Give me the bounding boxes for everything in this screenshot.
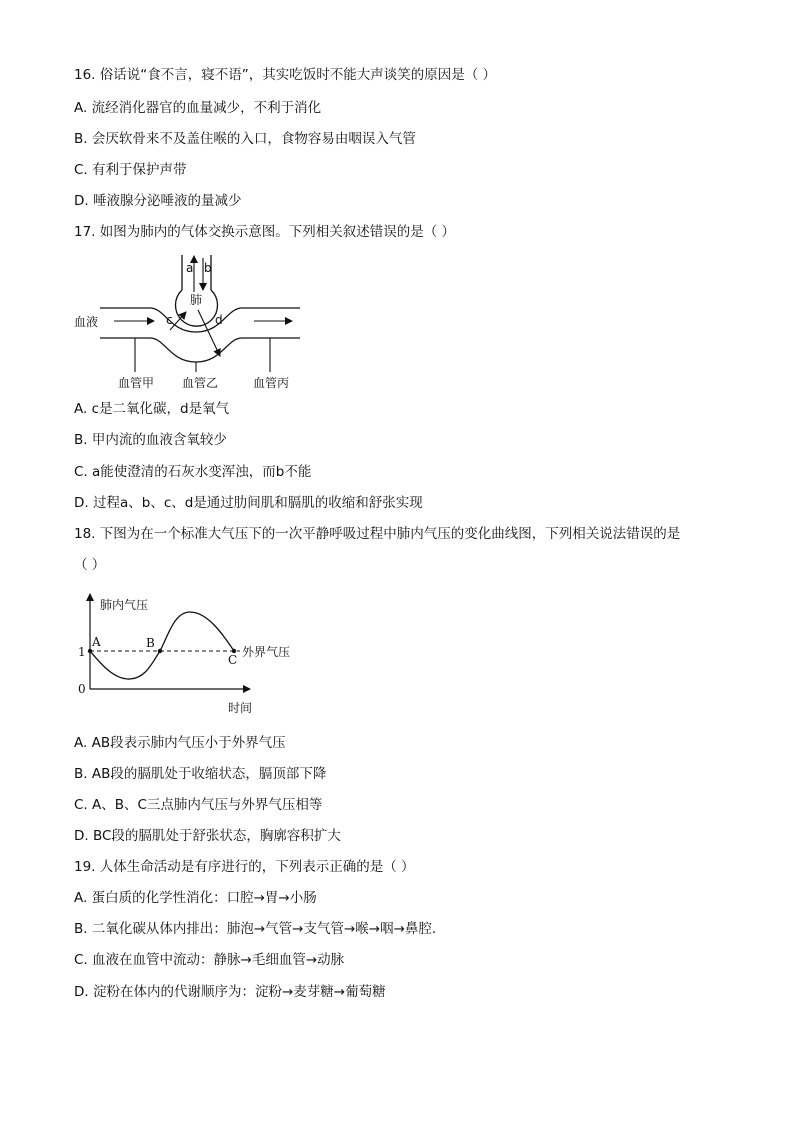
vessel-1-label: 血管甲 bbox=[118, 376, 155, 390]
lung-pressure-chart bbox=[72, 588, 322, 720]
vessel-2-label: 血管乙 bbox=[182, 376, 219, 390]
y-axis-label: 肺内气压 bbox=[100, 598, 149, 612]
label-d: d bbox=[215, 313, 223, 327]
label-a: a bbox=[186, 261, 194, 275]
reference-line-label: 外界气压 bbox=[242, 645, 291, 659]
q19-option-b: B. 二氧化碳从体内排出：肺泡→气管→支气管→喉→咽→鼻腔. bbox=[74, 921, 437, 937]
q19-option-a: A. 蛋白质的化学性消化：口腔→胃→小肠 bbox=[74, 890, 317, 906]
q16-option-c: C. 有利于保护声带 bbox=[74, 162, 187, 178]
point-a bbox=[88, 649, 92, 653]
q16-option-d: D. 唾液腺分泌唾液的量减少 bbox=[74, 193, 242, 209]
point-a-label: A bbox=[92, 635, 101, 649]
blood-label: 血液 bbox=[74, 315, 99, 329]
q18-stem-line1: 18. 下图为在一个标准大气压下的一次平静呼吸过程中肺内气压的变化曲线图，下列相关说法错误的是 bbox=[74, 526, 681, 542]
label-c: c bbox=[166, 313, 173, 327]
q16-option-b: B. 会厌软骨来不及盖住喉的入口，食物容易由咽误入气管 bbox=[74, 131, 416, 147]
q18-option-a: A. AB段表示肺内气压小于外界气压 bbox=[74, 735, 286, 751]
point-b-label: B bbox=[146, 636, 155, 650]
alveolus-gas-exchange-diagram bbox=[70, 250, 320, 395]
x-axis-label: 时间 bbox=[228, 701, 253, 715]
q17-option-b: B. 甲内流的血液含氧较少 bbox=[74, 432, 227, 448]
q18-option-b: B. AB段的膈肌处于收缩状态，膈顶部下降 bbox=[74, 766, 327, 782]
y-tick-1: 1 bbox=[78, 645, 86, 659]
point-b bbox=[158, 649, 162, 653]
q18-stem-line2: （ ） bbox=[74, 557, 106, 573]
q18-option-d: D. BC段的膈肌处于舒张状态，胸廓容积扩大 bbox=[74, 828, 341, 844]
label-b: b bbox=[204, 261, 212, 275]
pressure-curve bbox=[90, 612, 234, 679]
vessel-3-label: 血管丙 bbox=[253, 376, 290, 390]
point-c-label: C bbox=[228, 653, 238, 667]
q18-option-c: C. A、B、C三点肺内气压与外界气压相等 bbox=[74, 797, 323, 813]
y-tick-0: 0 bbox=[78, 682, 86, 696]
q17-option-d: D. 过程a、b、c、d是通过肋间肌和膈肌的收缩和舒张实现 bbox=[74, 495, 423, 511]
q16-stem: 16. 俗话说“食不言，寝不语”，其实吃饭时不能大声谈笑的原因是（ ） bbox=[74, 67, 497, 83]
q19-option-c: C. 血液在血管中流动：静脉→毛细血管→动脉 bbox=[74, 952, 345, 968]
q16-option-a: A. 流经消化器官的血量减少，不利于消化 bbox=[74, 100, 322, 116]
q17-option-a: A. c是二氧化碳，d是氧气 bbox=[74, 401, 230, 417]
q17-stem: 17. 如图为肺内的气体交换示意图。下列相关叙述错误的是（ ） bbox=[74, 224, 456, 240]
q19-option-d: D. 淀粉在体内的代谢顺序为：淀粉→麦芽糖→葡萄糖 bbox=[74, 984, 386, 1000]
q19-stem: 19. 人体生命活动是有序进行的，下列表示正确的是（ ） bbox=[74, 859, 415, 875]
q17-option-c: C. a能使澄清的石灰水变浑浊，而b不能 bbox=[74, 464, 312, 480]
alveolus-label: 肺 bbox=[190, 293, 203, 307]
